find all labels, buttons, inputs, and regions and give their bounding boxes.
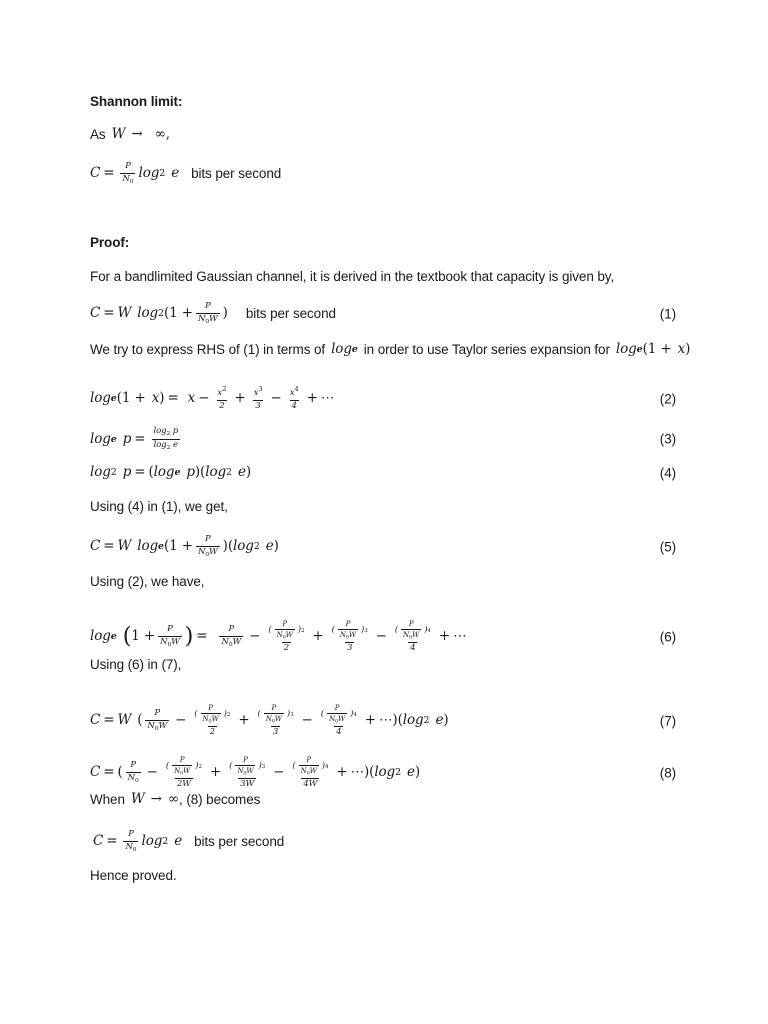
equation-6: log e ( 1 + $\frac{P}{N_0W}$ ) = $\frac{P}{N_0W}$ − ( $\frac{P}{N_0W}$ ) 2 2 + ( $\frac{P}{N_0W}$ ) 3 3 − ( $\frac{P}{N_0W}$ ) 4 4 + ⋯ (6): [90, 620, 676, 654]
when-suffix: , (8) becomes: [179, 792, 261, 807]
section-heading-shannon-limit: [90, 95, 676, 109]
units-text: bits per second: [191, 166, 282, 182]
units-text: bits per second: [194, 834, 285, 850]
when-w-to-infinity-line: When W → ∞ , (8) becomes: [90, 791, 261, 807]
intro-paragraph: [90, 270, 676, 284]
equation-number: (7): [659, 713, 676, 729]
final-formula: C = $\frac{P}{N_0}$ log 2 e bits per second: [93, 829, 285, 853]
as-w-to-infinity-line: [90, 128, 676, 142]
as-w-infinity: ∞,: [154, 126, 170, 142]
equation-5: C = W log e (1 + $\frac{P}{N_0W}$ )( log 2 e ) (5): [90, 534, 676, 558]
heading-text: Shannon limit:: [90, 94, 183, 109]
equation-8: C = ( $\frac{P}{N_0}$ − ( $\frac{P}{N_0W}$ ) 2 2W + ( $\frac{P}{N_0W}$ ) 3 3W − ( $\frac{P}{N_0W}$ ) 4 4W + ⋯)( log 2 e ) (8): [90, 756, 676, 790]
equation-number: (3): [659, 431, 676, 447]
intro-text: For a bandlimited Gaussian channel, it is derived in the textbook that capacity is given by,: [90, 269, 615, 284]
as-w-prefix: As: [90, 127, 106, 142]
using-2: Using (2), we have,: [90, 574, 205, 589]
rhs-text-a: We try to express RHS of (1) in terms of: [90, 342, 326, 357]
equation-number: (4): [659, 465, 676, 480]
section-heading-proof: [90, 236, 676, 250]
as-w-variable: W: [111, 126, 126, 142]
when-prefix: When: [90, 792, 125, 807]
units-text: bits per second: [245, 306, 336, 322]
equation-number: (2): [659, 391, 676, 407]
equation-2: log e (1 + x ) = x − $\frac{x^2}{2}$ + $\frac{x^3}{3}$ − $\frac{x^4}{4}$ + ⋯ (2): [90, 385, 676, 411]
equation-number: (1): [659, 306, 676, 322]
using-2-text: [90, 575, 676, 589]
equation-3: log e p = $\frac{\log_2 p}{\log_2 e}$ (3): [90, 426, 676, 451]
equation-7: C = W ( $\frac{P}{N_0W}$ − ( $\frac{P}{N_0W}$ ) 2 2 + ( $\frac{P}{N_0W}$ ) 3 3 − ( $\frac{P}{N_0W}$ ) 4 4 + ⋯)( log 2 e ) (7): [90, 704, 676, 738]
rhs-paragraph: We try to express RHS of (1) in terms of log e in order to use Taylor series expansion for log e (1 + x ): [90, 341, 691, 357]
using-6-in-7: Using (6) in (7),: [90, 657, 182, 672]
as-w-arrow: →: [131, 126, 143, 142]
using-6-in-7-text: [90, 658, 676, 672]
proof-heading-text: Proof:: [90, 235, 130, 250]
shannon-limit-formula: C = $\frac{P}{N_0}$ log 2 e bits per second: [90, 161, 282, 185]
rhs-text-b: in order to use Taylor series expansion for: [363, 342, 610, 357]
equation-number: (6): [659, 629, 676, 645]
equation-number: (8): [659, 765, 676, 781]
using-4-in-1-text: [90, 500, 676, 514]
equation-4: log 2 p = ( log e p )( log 2 e ) (4): [90, 464, 676, 480]
equation-1: C = W log 2 (1 + $\frac{P}{N_0W}$ ) bits per second (1): [90, 301, 676, 325]
equation-number: (5): [659, 539, 676, 555]
hence-proved: Hence proved.: [90, 868, 177, 883]
hence-proved-line: [90, 869, 676, 883]
using-4-in-1: Using (4) in (1), we get,: [90, 499, 228, 514]
